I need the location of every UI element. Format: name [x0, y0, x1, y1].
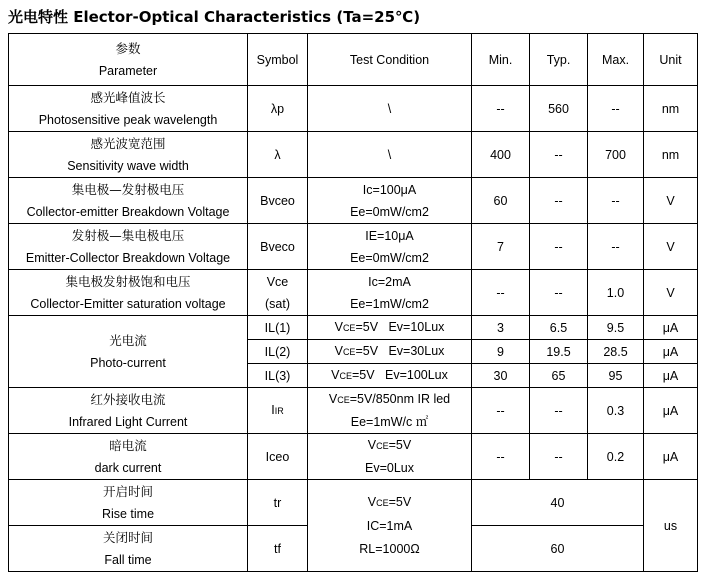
- param-cell: [9, 388, 248, 434]
- condition-text: =5V: [388, 494, 412, 509]
- condition-text: CE: [337, 395, 350, 405]
- condition-text: =5V Ev=10Lux: [355, 320, 445, 334]
- header-param-en: Parameter: [98, 63, 158, 78]
- param-en: Photo-current: [90, 355, 166, 370]
- condition-text: V: [367, 494, 377, 509]
- condition-text: V: [367, 438, 377, 452]
- symbol-cell: [248, 388, 308, 434]
- param-cell: [9, 86, 248, 132]
- param-cn: 光电流: [109, 332, 147, 348]
- table-row: [9, 86, 698, 132]
- section-title: 光电特性 Elector-Optical Characteristics (Ta=25℃): [8, 8, 421, 26]
- condition-text: V: [331, 368, 340, 382]
- max-cell: --: [588, 224, 644, 270]
- min-cell: 30: [472, 364, 530, 388]
- condition-text: Ee=1mW/cm2: [350, 296, 429, 311]
- condition-text: =5V/850nm IR led: [349, 392, 451, 406]
- condition-cell: [308, 480, 472, 572]
- min-cell: --: [472, 86, 530, 132]
- table-row: [9, 434, 698, 480]
- condition-text: Ic: [368, 274, 378, 289]
- unit-cell: nm: [644, 86, 698, 132]
- param-en: Emitter-Collector Breakdown Voltage: [25, 250, 231, 265]
- condition-text: =5V Ev=100Lux: [351, 368, 448, 382]
- condition-cell: [308, 364, 472, 388]
- param-cell: [9, 132, 248, 178]
- param-en: Rise time: [101, 506, 155, 521]
- value-cell: 40: [472, 480, 644, 526]
- condition-cell: \: [308, 86, 472, 132]
- max-cell: 95: [588, 364, 644, 388]
- condition-text: CE: [342, 323, 356, 333]
- header-typ: Typ.: [530, 34, 588, 86]
- condition-text: CE: [342, 347, 356, 357]
- param-cell: [9, 434, 248, 480]
- condition-cell: [308, 388, 472, 434]
- condition-cell: [308, 270, 472, 316]
- condition-text: Ee=1mW/c ㎡: [350, 415, 429, 429]
- param-cn: 集电极发射极饱和电压: [65, 273, 191, 289]
- header-unit: Unit: [644, 34, 698, 86]
- condition-text: Ee=0mW/cm2: [350, 250, 429, 265]
- symbol-text: (sat): [265, 296, 290, 311]
- symbol-text: IR: [274, 406, 284, 416]
- param-en: Photosensitive peak wavelength: [38, 112, 218, 127]
- condition-cell: [308, 224, 472, 270]
- condition-text: V: [334, 320, 343, 334]
- min-cell: 9: [472, 340, 530, 364]
- param-cn: 暗电流: [109, 437, 147, 453]
- param-cn: 红外接收电流: [90, 391, 166, 407]
- condition-cell: \: [308, 132, 472, 178]
- min-cell: --: [472, 270, 530, 316]
- condition-text: IE: [365, 228, 378, 243]
- typ-cell: 65: [530, 364, 588, 388]
- max-cell: 0.3: [588, 388, 644, 434]
- unit-cell: V: [644, 224, 698, 270]
- typ-cell: --: [530, 270, 588, 316]
- condition-text: Ic: [362, 182, 373, 197]
- param-en: Collector-emitter Breakdown Voltage: [26, 204, 230, 219]
- min-cell: --: [472, 434, 530, 480]
- param-cn: 发射极—集电极电压: [71, 227, 185, 243]
- max-cell: 9.5: [588, 316, 644, 340]
- table-row: [9, 178, 698, 224]
- min-cell: 3: [472, 316, 530, 340]
- condition-text: =5V Ev=30Lux: [355, 344, 445, 358]
- condition-text: =10μA: [377, 228, 414, 243]
- symbol-cell: tf: [248, 526, 308, 572]
- param-cell: [9, 526, 248, 572]
- min-cell: 60: [472, 178, 530, 224]
- param-cn: 开启时间: [102, 483, 153, 499]
- condition-text: Ev=0Lux: [365, 461, 414, 475]
- symbol-cell: [248, 270, 308, 316]
- table-row: [9, 224, 698, 270]
- table-row: [9, 480, 698, 526]
- max-cell: 700: [588, 132, 644, 178]
- param-en: Sensitivity wave width: [67, 158, 189, 173]
- typ-cell: 19.5: [530, 340, 588, 364]
- condition-text: RL=1000Ω: [359, 541, 420, 556]
- typ-cell: --: [530, 132, 588, 178]
- condition-text: =100μA: [372, 182, 417, 197]
- header-symbol: Symbol: [248, 34, 308, 86]
- unit-cell: μA: [644, 364, 698, 388]
- min-cell: 400: [472, 132, 530, 178]
- param-cell: [9, 316, 248, 388]
- symbol-text: Vce: [266, 274, 289, 289]
- param-cell: [9, 178, 248, 224]
- condition-text: CE: [339, 371, 352, 381]
- unit-cell: V: [644, 270, 698, 316]
- typ-cell: 6.5: [530, 316, 588, 340]
- condition-text: CE: [376, 497, 389, 508]
- symbol-text: I: [271, 403, 275, 417]
- condition-text: V: [328, 392, 338, 406]
- unit-cell: μA: [644, 316, 698, 340]
- header-param-cn: 参数: [115, 40, 141, 56]
- max-cell: --: [588, 178, 644, 224]
- unit-cell: μA: [644, 388, 698, 434]
- min-cell: --: [472, 388, 530, 434]
- typ-cell: --: [530, 178, 588, 224]
- symbol-cell: Bveco: [248, 224, 308, 270]
- unit-cell: V: [644, 178, 698, 224]
- symbol-cell: IL(2): [248, 340, 308, 364]
- unit-cell: μA: [644, 340, 698, 364]
- param-cell: [9, 270, 248, 316]
- typ-cell: --: [530, 224, 588, 270]
- table-row: [9, 132, 698, 178]
- param-cn: 集电极—发射极电压: [71, 181, 185, 197]
- max-cell: 1.0: [588, 270, 644, 316]
- symbol-cell: Iceo: [248, 434, 308, 480]
- header-test-condition: Test Condition: [308, 34, 472, 86]
- symbol-cell: IL(1): [248, 316, 308, 340]
- symbol-cell: tr: [248, 480, 308, 526]
- value-cell: 60: [472, 526, 644, 572]
- condition-cell: [308, 316, 472, 340]
- param-cn: 感光波宽范围: [90, 135, 166, 151]
- max-cell: 28.5: [588, 340, 644, 364]
- condition-text: =5V: [388, 438, 412, 452]
- condition-text: V: [334, 344, 343, 358]
- max-cell: --: [588, 86, 644, 132]
- max-cell: 0.2: [588, 434, 644, 480]
- min-cell: 7: [472, 224, 530, 270]
- unit-cell: μA: [644, 434, 698, 480]
- param-en: Fall time: [104, 552, 152, 567]
- param-en: Collector-Emitter saturation voltage: [30, 296, 226, 311]
- condition-text: =2mA: [377, 274, 411, 289]
- header-max: Max.: [588, 34, 644, 86]
- param-en: dark current: [94, 460, 162, 475]
- condition-cell: [308, 340, 472, 364]
- electro-optical-table: [8, 33, 698, 572]
- symbol-cell: λp: [248, 86, 308, 132]
- typ-cell: 560: [530, 86, 588, 132]
- condition-cell: [308, 178, 472, 224]
- param-en: Infrared Light Current: [68, 414, 188, 429]
- param-cell: [9, 224, 248, 270]
- condition-text: IC=1mA: [366, 518, 413, 533]
- typ-cell: --: [530, 388, 588, 434]
- header-parameter: [9, 34, 248, 86]
- table-row: [9, 316, 698, 340]
- condition-text: Ee=0mW/cm2: [350, 204, 429, 219]
- unit-cell: nm: [644, 132, 698, 178]
- table-row: [9, 388, 698, 434]
- param-cn: 关闭时间: [102, 529, 153, 545]
- header-min: Min.: [472, 34, 530, 86]
- param-cell: [9, 480, 248, 526]
- unit-cell: us: [644, 480, 698, 572]
- symbol-cell: Bvceo: [248, 178, 308, 224]
- condition-cell: [308, 434, 472, 480]
- symbol-cell: IL(3): [248, 364, 308, 388]
- symbol-cell: λ: [248, 132, 308, 178]
- table-row: [9, 270, 698, 316]
- condition-text: CE: [376, 441, 389, 451]
- param-cn: 感光峰值波长: [90, 89, 166, 105]
- typ-cell: --: [530, 434, 588, 480]
- header-row: [9, 34, 698, 86]
